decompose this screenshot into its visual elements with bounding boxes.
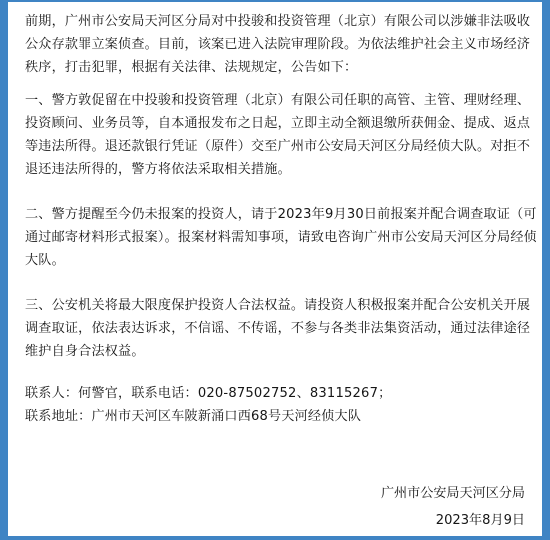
signature-organization: 广州市公安局天河区分局	[380, 486, 525, 501]
section-1-paragraph: 一、警方敦促留在中投骏和投资管理（北京）有限公司任职的高管、主管、理财经理、投资顾问、业务员等，自本通报发布之日起，立即主动全额退缴所获佣金、提成、返点等违法所得。退还款银行凭证（原件）交至广州市公安局天河区分局经侦大队。对拒不退还违法所得的，警方将依法采取相关措施。	[25, 93, 531, 177]
paragraph-spacer	[25, 181, 543, 203]
signature-date: 2023年8月9日	[435, 513, 525, 528]
paragraph-spacer	[25, 363, 543, 382]
section-2-paragraph: 二、警方提醒至今仍未报案的投资人，请于2023年9月30日前报案并配合调查取证（可通过邮寄材料形式报案）。报案材料需知事项，请致电咨询广州市公安局天河区分局经侦大队。	[25, 207, 537, 268]
contact-person: 联系人：何警官，联系电话：020-87502752、83115267；	[25, 386, 392, 401]
paragraph-spacer	[25, 272, 543, 294]
intro-paragraph: 前期，广州市公安局天河区分局对中投骏和投资管理（北京）有限公司以涉嫌非法吸收公众存款罪立案侦查。目前，该案已进入法院审理阶段。为依法维护社会主义市场经济秩序，打击犯罪，根据有关法律、法规规定，公告如下：	[25, 14, 531, 75]
contact-address: 联系地址：广州市天河区车陂新涌口西68号天河经侦大队	[25, 409, 362, 424]
section-3-paragraph: 三、公安机关将最大限度保护投资人合法权益。请投资人积极报案并配合公安机关开展调查取证，依法表达诉求，不信谣、不传谣，不参与各类非法集资活动，通过法律途径维护自身合法权益。	[25, 298, 531, 359]
document-body	[25, 10, 543, 428]
paragraph-spacer	[25, 79, 543, 89]
